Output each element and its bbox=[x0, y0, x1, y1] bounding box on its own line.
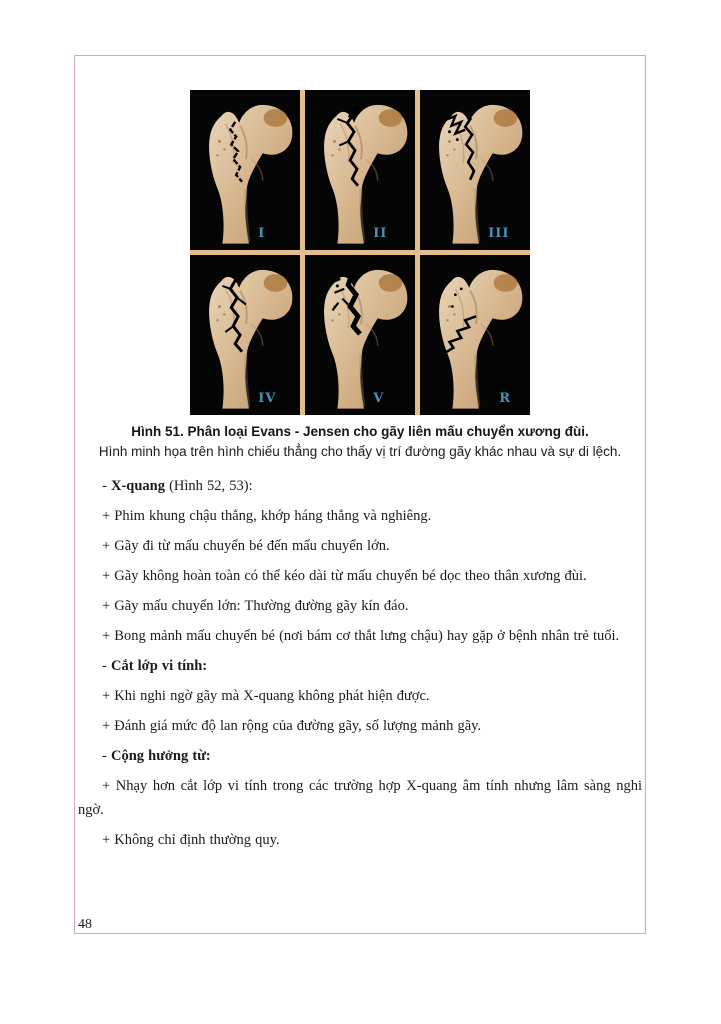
femur-panel-type-2 bbox=[305, 90, 415, 250]
item-khi-nghi-ngo: + Khi nghi ngờ gãy mà X-quang không phát hiện được. bbox=[102, 688, 430, 704]
femur-illustration-3 bbox=[420, 90, 530, 250]
figure-51-grid bbox=[190, 90, 530, 415]
item-bong-manh: + Bong mảnh mấu chuyển bé (nơi bám cơ thắt lưng chậu) hay gặp ở bệnh nhân trẻ tuổi. bbox=[102, 628, 620, 644]
femur-panel-type-1 bbox=[190, 90, 300, 250]
femur-illustration-2 bbox=[305, 90, 415, 250]
item-gay-mau-chuyen-lon: + Gãy mấu chuyển lớn: Thường đường gãy kín đáo. bbox=[102, 598, 409, 614]
heading-x-quang: - X-quang (Hình 52, 53): bbox=[102, 478, 253, 494]
panel-label: III bbox=[488, 226, 510, 241]
panel-label: II bbox=[373, 226, 388, 241]
femur-panel-type-4 bbox=[190, 255, 300, 415]
figure-caption-title: Hình 51. Phân loại Evans - Jensen cho gãy liên mấu chuyển xương đùi. bbox=[131, 424, 589, 439]
femur-illustration-4 bbox=[190, 255, 300, 415]
panel-label: V bbox=[373, 391, 385, 406]
item-nhay-hon: + Nhạy hơn cắt lớp vi tính trong các trường hợp X-quang âm tính nhưng lâm sàng nghi ngờ. bbox=[78, 778, 642, 818]
item-gay-khong-hoan-toan: + Gãy không hoàn toàn có thể kéo dài từ mấu chuyển bé dọc theo thân xương đùi. bbox=[102, 568, 587, 584]
femur-illustration-1 bbox=[190, 90, 300, 250]
page bbox=[74, 55, 646, 934]
panel-label: R bbox=[499, 391, 511, 406]
figure-caption-subtitle: Hình minh họa trên hình chiếu thẳng cho thấy vị trí đường gãy khác nhau và sự di lệch. bbox=[98, 444, 622, 459]
item-gay-di-tu: + Gãy đi từ mấu chuyển bé đến mấu chuyển lớn. bbox=[102, 538, 390, 554]
panel-label: IV bbox=[258, 391, 277, 406]
item-danh-gia: + Đánh giá mức độ lan rộng của đường gãy, số lượng mảnh gãy. bbox=[102, 718, 482, 734]
page-number: 48 bbox=[78, 917, 92, 932]
item-khong-chi-dinh: + Không chỉ định thường quy. bbox=[102, 832, 280, 848]
item-phim-khung-chau: + Phim khung chậu thẳng, khớp háng thẳng và nghiêng. bbox=[102, 508, 432, 524]
heading-cat-lop-vi-tinh: - Cắt lớp vi tính: bbox=[102, 658, 208, 674]
femur-illustration-5 bbox=[305, 255, 415, 415]
femur-panel-type-3 bbox=[420, 90, 530, 250]
heading-cong-huong-tu: - Cộng hưởng từ: bbox=[102, 748, 211, 764]
femur-panel-type-5 bbox=[305, 255, 415, 415]
femur-illustration-r bbox=[420, 255, 530, 415]
panel-label: I bbox=[258, 226, 266, 241]
body-text bbox=[75, 474, 645, 852]
femur-panel-type-r bbox=[420, 255, 530, 415]
